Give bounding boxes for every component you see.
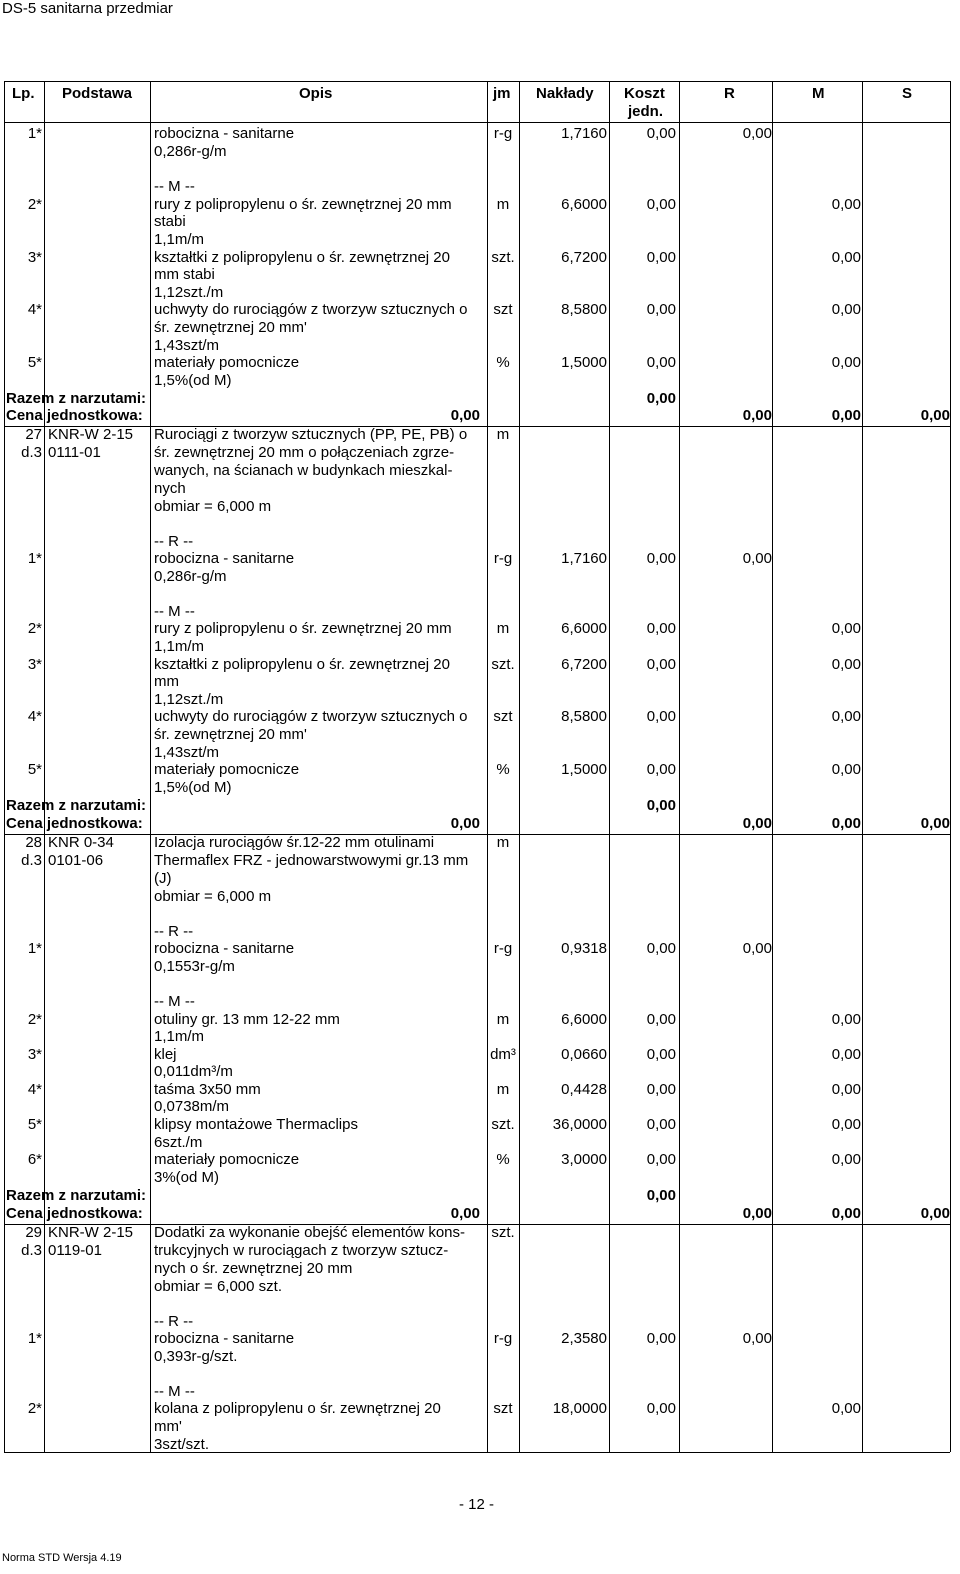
row-description: Rurociągi z tworzyw sztucznych (PP, PE, PB) o bbox=[154, 426, 468, 443]
row-m: 0,00 bbox=[831, 1400, 861, 1417]
section-marker: -- M -- bbox=[154, 603, 195, 620]
row-description-line: (J) bbox=[154, 870, 172, 887]
row-description-line: 0,011dm³/m bbox=[154, 1063, 233, 1080]
row-unit: m bbox=[496, 1081, 510, 1098]
row-m: 0,00 bbox=[831, 301, 861, 318]
row-unit: r-g bbox=[493, 940, 513, 957]
row-naklady: 0,9318 bbox=[561, 940, 607, 957]
row-unit-cost: 0,00 bbox=[646, 656, 676, 673]
section-marker: -- R -- bbox=[154, 533, 194, 550]
row-lp: d.3 bbox=[21, 1242, 42, 1259]
section-marker: -- M -- bbox=[154, 993, 195, 1010]
section-marker: -- R -- bbox=[154, 1313, 194, 1330]
row-unit: % bbox=[496, 761, 510, 778]
header-m: M bbox=[812, 85, 825, 102]
row-m: 0,00 bbox=[831, 620, 861, 637]
row-description: robocizna - sanitarne bbox=[154, 550, 295, 567]
row-unit-cost: 0,00 bbox=[646, 940, 676, 957]
cena-m: 0,00 bbox=[831, 407, 861, 424]
header-opis: Opis bbox=[299, 85, 333, 102]
row-description: materiały pomocnicze bbox=[154, 761, 300, 778]
row-description: robocizna - sanitarne bbox=[154, 1330, 295, 1347]
row-m: 0,00 bbox=[831, 1116, 861, 1133]
row-description-line: 1,5%(od M) bbox=[154, 372, 232, 389]
row-podstawa: KNR-W 2-15 bbox=[48, 1224, 134, 1241]
row-lp: 3* bbox=[27, 656, 42, 673]
row-unit: % bbox=[496, 354, 510, 371]
row-lp: 1* bbox=[27, 1330, 42, 1347]
row-description-line: 1,1m/m bbox=[154, 231, 205, 248]
row-m: 0,00 bbox=[831, 1081, 861, 1098]
row-lp: 3* bbox=[27, 249, 42, 266]
row-description: uchwyty do rurociągów z tworzyw sztucznych o bbox=[154, 708, 468, 725]
row-unit-cost: 0,00 bbox=[646, 1330, 676, 1347]
row-unit-cost: 0,00 bbox=[646, 1151, 676, 1168]
razem-value: 0,00 bbox=[646, 797, 676, 814]
row-naklady: 1,5000 bbox=[561, 761, 607, 778]
row-description: otuliny gr. 13 mm 12-22 mm bbox=[154, 1011, 340, 1028]
row-podstawa: 0111-01 bbox=[48, 444, 101, 461]
row-naklady: 6,6000 bbox=[561, 1011, 607, 1028]
row-description-line: stabi bbox=[154, 213, 186, 230]
row-lp: 29 bbox=[25, 1224, 42, 1241]
row-podstawa: 0101-06 bbox=[48, 852, 104, 869]
column-rule bbox=[4, 81, 5, 1452]
razem-label: Razem z narzutami: bbox=[6, 797, 147, 814]
row-description-line: nych bbox=[154, 480, 186, 497]
row-unit-cost: 0,00 bbox=[646, 1081, 676, 1098]
row-lp: 28 bbox=[25, 834, 42, 851]
table-rule bbox=[4, 1224, 950, 1225]
row-naklady: 1,5000 bbox=[561, 354, 607, 371]
cena-r: 0,00 bbox=[742, 815, 772, 832]
row-description: kształtki z polipropylenu o śr. zewnętrznej 20 bbox=[154, 656, 450, 673]
row-description: robocizna - sanitarne bbox=[154, 125, 295, 142]
row-description: robocizna - sanitarne bbox=[154, 940, 295, 957]
row-m: 0,00 bbox=[831, 656, 861, 673]
row-lp: 2* bbox=[27, 196, 42, 213]
column-rule bbox=[44, 81, 45, 1452]
row-unit-cost: 0,00 bbox=[646, 196, 676, 213]
row-naklady: 1,7160 bbox=[561, 125, 607, 142]
row-description-line: 6szt./m bbox=[154, 1134, 203, 1151]
row-unit: m bbox=[496, 834, 510, 851]
row-description-line: 1,43szt/m bbox=[154, 337, 220, 354]
row-naklady: 18,0000 bbox=[552, 1400, 607, 1417]
cena-s: 0,00 bbox=[920, 407, 950, 424]
cena-s: 0,00 bbox=[920, 815, 950, 832]
row-lp: 5* bbox=[27, 761, 42, 778]
header-jedn: jedn. bbox=[628, 103, 664, 120]
row-description: klipsy montażowe Thermaclips bbox=[154, 1116, 358, 1133]
row-description: kolana z polipropylenu o śr. zewnętrznej 20 bbox=[154, 1400, 441, 1417]
cena-label: Cena jednostkowa: bbox=[6, 1205, 143, 1222]
row-unit-cost: 0,00 bbox=[646, 301, 676, 318]
cena-r: 0,00 bbox=[742, 1205, 772, 1222]
row-description: śr. zewnętrznej 20 mm o połączeniach zgrze- bbox=[154, 444, 455, 461]
row-description-line: 1,1m/m bbox=[154, 638, 205, 655]
row-unit: dm³ bbox=[490, 1046, 516, 1063]
row-description-line: śr. zewnętrznej 20 mm' bbox=[154, 319, 307, 336]
row-description: trukcyjnych w rurociągach z tworzyw sztucz- bbox=[154, 1242, 449, 1259]
row-description-line: nych o śr. zewnętrznej 20 mm bbox=[154, 1260, 353, 1277]
row-description: Thermaflex FRZ - jednowarstwowymi gr.13 mm bbox=[154, 852, 469, 869]
cena-total: 0,00 bbox=[450, 1205, 480, 1222]
row-naklady: 0,4428 bbox=[561, 1081, 607, 1098]
row-unit: szt bbox=[493, 708, 513, 725]
row-lp: 27 bbox=[25, 426, 42, 443]
row-unit: szt bbox=[493, 301, 513, 318]
row-description-line: 1,12szt./m bbox=[154, 691, 224, 708]
row-naklady: 2,3580 bbox=[561, 1330, 607, 1347]
column-rule bbox=[609, 81, 610, 1452]
row-naklady: 8,5800 bbox=[561, 301, 607, 318]
row-unit: m bbox=[496, 426, 510, 443]
row-unit: szt bbox=[493, 1400, 513, 1417]
header-jm: jm bbox=[493, 85, 511, 102]
header-koszt: Koszt bbox=[624, 85, 665, 102]
row-unit-cost: 0,00 bbox=[646, 125, 676, 142]
row-unit-cost: 0,00 bbox=[646, 708, 676, 725]
row-description-line: 3%(od M) bbox=[154, 1169, 220, 1186]
header-lp: Lp. bbox=[12, 85, 35, 102]
row-lp: 1* bbox=[27, 125, 42, 142]
section-marker: -- M -- bbox=[154, 1383, 195, 1400]
row-podstawa: 0119-01 bbox=[48, 1242, 102, 1259]
row-description-line: 0,1553r-g/m bbox=[154, 958, 235, 975]
razem-label: Razem z narzutami: bbox=[6, 390, 147, 407]
header-r: R bbox=[724, 85, 735, 102]
row-lp: d.3 bbox=[21, 444, 42, 461]
row-description: materiały pomocnicze bbox=[154, 1151, 300, 1168]
row-unit: szt. bbox=[491, 656, 515, 673]
row-unit-cost: 0,00 bbox=[646, 620, 676, 637]
row-description-line: mm stabi bbox=[154, 266, 215, 283]
row-description: rury z polipropylenu o śr. zewnętrznej 20 mm bbox=[154, 196, 452, 213]
row-m: 0,00 bbox=[831, 196, 861, 213]
row-lp: 1* bbox=[27, 940, 42, 957]
row-m: 0,00 bbox=[831, 354, 861, 371]
row-description: rury z polipropylenu o śr. zewnętrznej 20 mm bbox=[154, 620, 452, 637]
header-naklady: Nakłady bbox=[536, 85, 594, 102]
cena-label: Cena jednostkowa: bbox=[6, 815, 143, 832]
row-naklady: 6,7200 bbox=[561, 656, 607, 673]
row-description-line: 0,393r-g/szt. bbox=[154, 1348, 238, 1365]
row-lp: 5* bbox=[27, 1116, 42, 1133]
section-marker: -- R -- bbox=[154, 923, 194, 940]
page-number: - 12 - bbox=[459, 1496, 495, 1513]
row-m: 0,00 bbox=[831, 708, 861, 725]
header-s: S bbox=[902, 85, 913, 102]
column-rule bbox=[519, 81, 520, 1452]
row-m: 0,00 bbox=[831, 1046, 861, 1063]
column-rule bbox=[950, 81, 951, 1452]
row-description-line: 1,12szt./m bbox=[154, 284, 224, 301]
cena-total: 0,00 bbox=[450, 407, 480, 424]
row-description-line: śr. zewnętrznej 20 mm' bbox=[154, 726, 307, 743]
row-description-line: mm bbox=[154, 673, 179, 690]
row-description: klej bbox=[154, 1046, 177, 1063]
row-description-line: mm' bbox=[154, 1418, 182, 1435]
row-unit: % bbox=[496, 1151, 510, 1168]
row-unit-cost: 0,00 bbox=[646, 1046, 676, 1063]
row-lp: 3* bbox=[27, 1046, 42, 1063]
row-description: kształtki z polipropylenu o śr. zewnętrznej 20 bbox=[154, 249, 450, 266]
row-unit: m bbox=[496, 620, 510, 637]
cena-label: Cena jednostkowa: bbox=[6, 407, 143, 424]
cena-r: 0,00 bbox=[742, 407, 772, 424]
row-description-line: 1,5%(od M) bbox=[154, 779, 232, 796]
row-unit: szt. bbox=[491, 1224, 515, 1241]
column-rule bbox=[487, 81, 488, 1452]
row-m: 0,00 bbox=[831, 761, 861, 778]
row-description: uchwyty do rurociągów z tworzyw sztucznych o bbox=[154, 301, 468, 318]
row-unit: szt. bbox=[491, 1116, 515, 1133]
row-unit: m bbox=[496, 196, 510, 213]
table-rule bbox=[4, 81, 950, 82]
cena-m: 0,00 bbox=[831, 815, 861, 832]
row-description: materiały pomocnicze bbox=[154, 354, 300, 371]
row-m: 0,00 bbox=[831, 249, 861, 266]
row-description: taśma 3x50 mm bbox=[154, 1081, 261, 1098]
row-unit-cost: 0,00 bbox=[646, 761, 676, 778]
row-m: 0,00 bbox=[831, 1151, 861, 1168]
row-unit: r-g bbox=[493, 125, 513, 142]
row-lp: 2* bbox=[27, 1400, 42, 1417]
row-description-line: 0,0738m/m bbox=[154, 1098, 230, 1115]
row-lp: d.3 bbox=[21, 852, 42, 869]
table-rule bbox=[4, 426, 950, 427]
column-rule bbox=[150, 81, 151, 1452]
row-naklady: 1,7160 bbox=[561, 550, 607, 567]
row-naklady: 6,6000 bbox=[561, 196, 607, 213]
row-description-line: 0,286r-g/m bbox=[154, 143, 227, 160]
cena-total: 0,00 bbox=[450, 815, 480, 832]
column-rule bbox=[862, 81, 863, 1452]
row-unit-cost: 0,00 bbox=[646, 1400, 676, 1417]
row-r: 0,00 bbox=[742, 125, 772, 142]
row-lp: 2* bbox=[27, 1011, 42, 1028]
row-r: 0,00 bbox=[742, 940, 772, 957]
row-lp: 4* bbox=[27, 1081, 42, 1098]
row-description-line: 1,43szt/m bbox=[154, 744, 220, 761]
row-lp: 4* bbox=[27, 301, 42, 318]
row-naklady: 6,6000 bbox=[561, 620, 607, 637]
row-description-line: 0,286r-g/m bbox=[154, 568, 227, 585]
row-unit-cost: 0,00 bbox=[646, 1011, 676, 1028]
row-unit: szt. bbox=[491, 249, 515, 266]
row-description-line: wanych, na ścianach w budynkach mieszkal- bbox=[154, 462, 453, 479]
row-podstawa: KNR 0-34 bbox=[48, 834, 114, 851]
row-description-line: obmiar = 6,000 szt. bbox=[154, 1278, 282, 1295]
header-podstawa: Podstawa bbox=[62, 85, 133, 102]
row-m: 0,00 bbox=[831, 1011, 861, 1028]
row-r: 0,00 bbox=[742, 550, 772, 567]
razem-value: 0,00 bbox=[646, 1187, 676, 1204]
row-unit: r-g bbox=[493, 550, 513, 567]
row-description-line: obmiar = 6,000 m bbox=[154, 498, 272, 515]
section-marker: -- M -- bbox=[154, 178, 195, 195]
cena-s: 0,00 bbox=[920, 1205, 950, 1222]
document-title: DS-5 sanitarna przedmiar bbox=[2, 0, 173, 17]
footer-version: Norma STD Wersja 4.19 bbox=[2, 1552, 122, 1564]
row-description-line: obmiar = 6,000 m bbox=[154, 888, 272, 905]
row-naklady: 3,0000 bbox=[561, 1151, 607, 1168]
row-naklady: 6,7200 bbox=[561, 249, 607, 266]
column-rule bbox=[679, 81, 680, 1452]
row-unit: m bbox=[496, 1011, 510, 1028]
row-unit-cost: 0,00 bbox=[646, 249, 676, 266]
row-lp: 2* bbox=[27, 620, 42, 637]
row-description: Dodatki za wykonanie obejść elementów kons- bbox=[154, 1224, 465, 1241]
row-naklady: 36,0000 bbox=[552, 1116, 607, 1133]
cena-m: 0,00 bbox=[831, 1205, 861, 1222]
table-rule bbox=[4, 834, 950, 835]
row-r: 0,00 bbox=[742, 1330, 772, 1347]
row-lp: 5* bbox=[27, 354, 42, 371]
row-unit-cost: 0,00 bbox=[646, 354, 676, 371]
table-rule bbox=[4, 1452, 950, 1453]
table-rule bbox=[4, 122, 950, 123]
row-lp: 4* bbox=[27, 708, 42, 725]
razem-label: Razem z narzutami: bbox=[6, 1187, 147, 1204]
row-description-line: 3szt/szt. bbox=[154, 1436, 210, 1453]
row-lp: 1* bbox=[27, 550, 42, 567]
row-unit: r-g bbox=[493, 1330, 513, 1347]
row-description: Izolacja rurociągów śr.12-22 mm otulinami bbox=[154, 834, 435, 851]
row-lp: 6* bbox=[27, 1151, 42, 1168]
razem-value: 0,00 bbox=[646, 390, 676, 407]
row-podstawa: KNR-W 2-15 bbox=[48, 426, 134, 443]
row-naklady: 8,5800 bbox=[561, 708, 607, 725]
row-unit-cost: 0,00 bbox=[646, 1116, 676, 1133]
column-rule bbox=[772, 81, 773, 1452]
row-description-line: 1,1m/m bbox=[154, 1028, 205, 1045]
row-naklady: 0,0660 bbox=[561, 1046, 607, 1063]
row-unit-cost: 0,00 bbox=[646, 550, 676, 567]
